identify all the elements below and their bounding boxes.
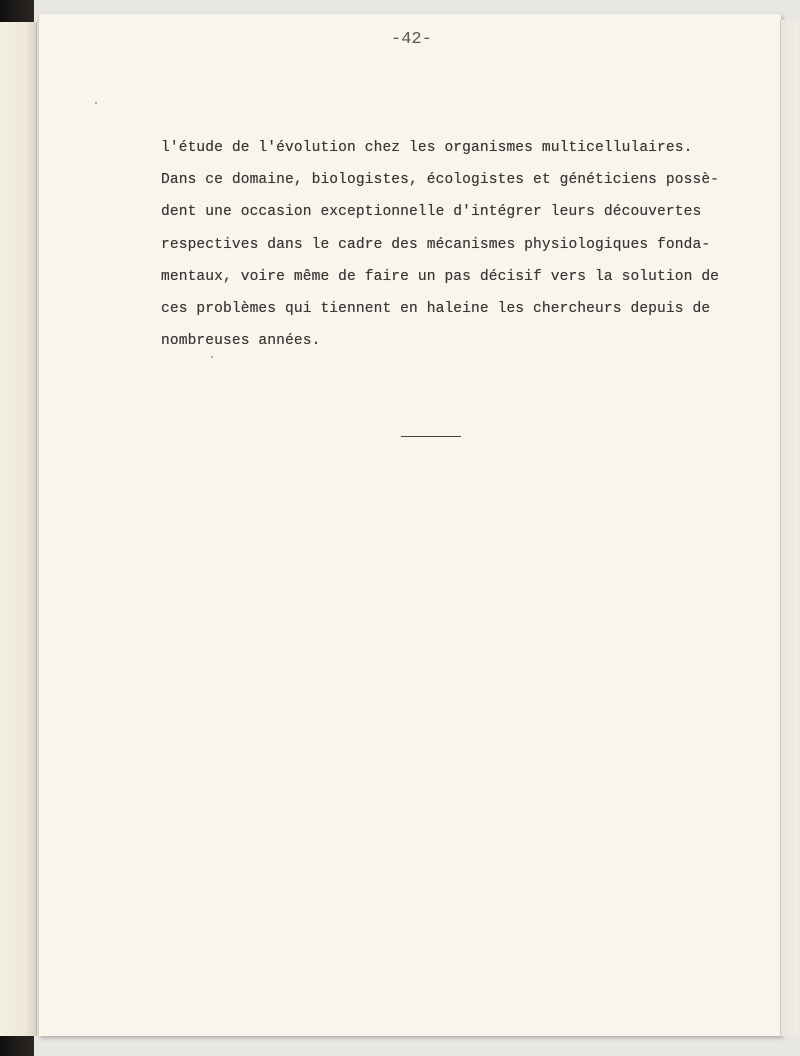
- text-line: nombreuses années.: [161, 333, 321, 350]
- text-line: dent une occasion exceptionnelle d'intégrer leurs découvertes: [161, 204, 702, 221]
- text-line: Dans ce domaine, biologistes, écologistes et généticiens possè-: [161, 172, 720, 189]
- text-line: l'étude de l'évolution chez les organismes multicellulaires.: [161, 140, 693, 156]
- text-line: ces problèmes qui tiennent en haleine les chercheurs depuis de: [161, 300, 711, 317]
- body-paragraph: [161, 132, 771, 357]
- page-number: -42-: [391, 30, 432, 49]
- previous-page-edge: [0, 22, 37, 1036]
- text-line: mentaux, voire même de faire un pas décisif vers la solution de: [161, 268, 720, 285]
- document-page: [38, 14, 781, 1036]
- end-of-text-rule: [401, 436, 461, 437]
- paper-speck: [211, 356, 213, 358]
- text-line: respectives dans le cadre des mécanismes physiologiques fonda-: [161, 236, 711, 253]
- paper-speck: [95, 102, 97, 104]
